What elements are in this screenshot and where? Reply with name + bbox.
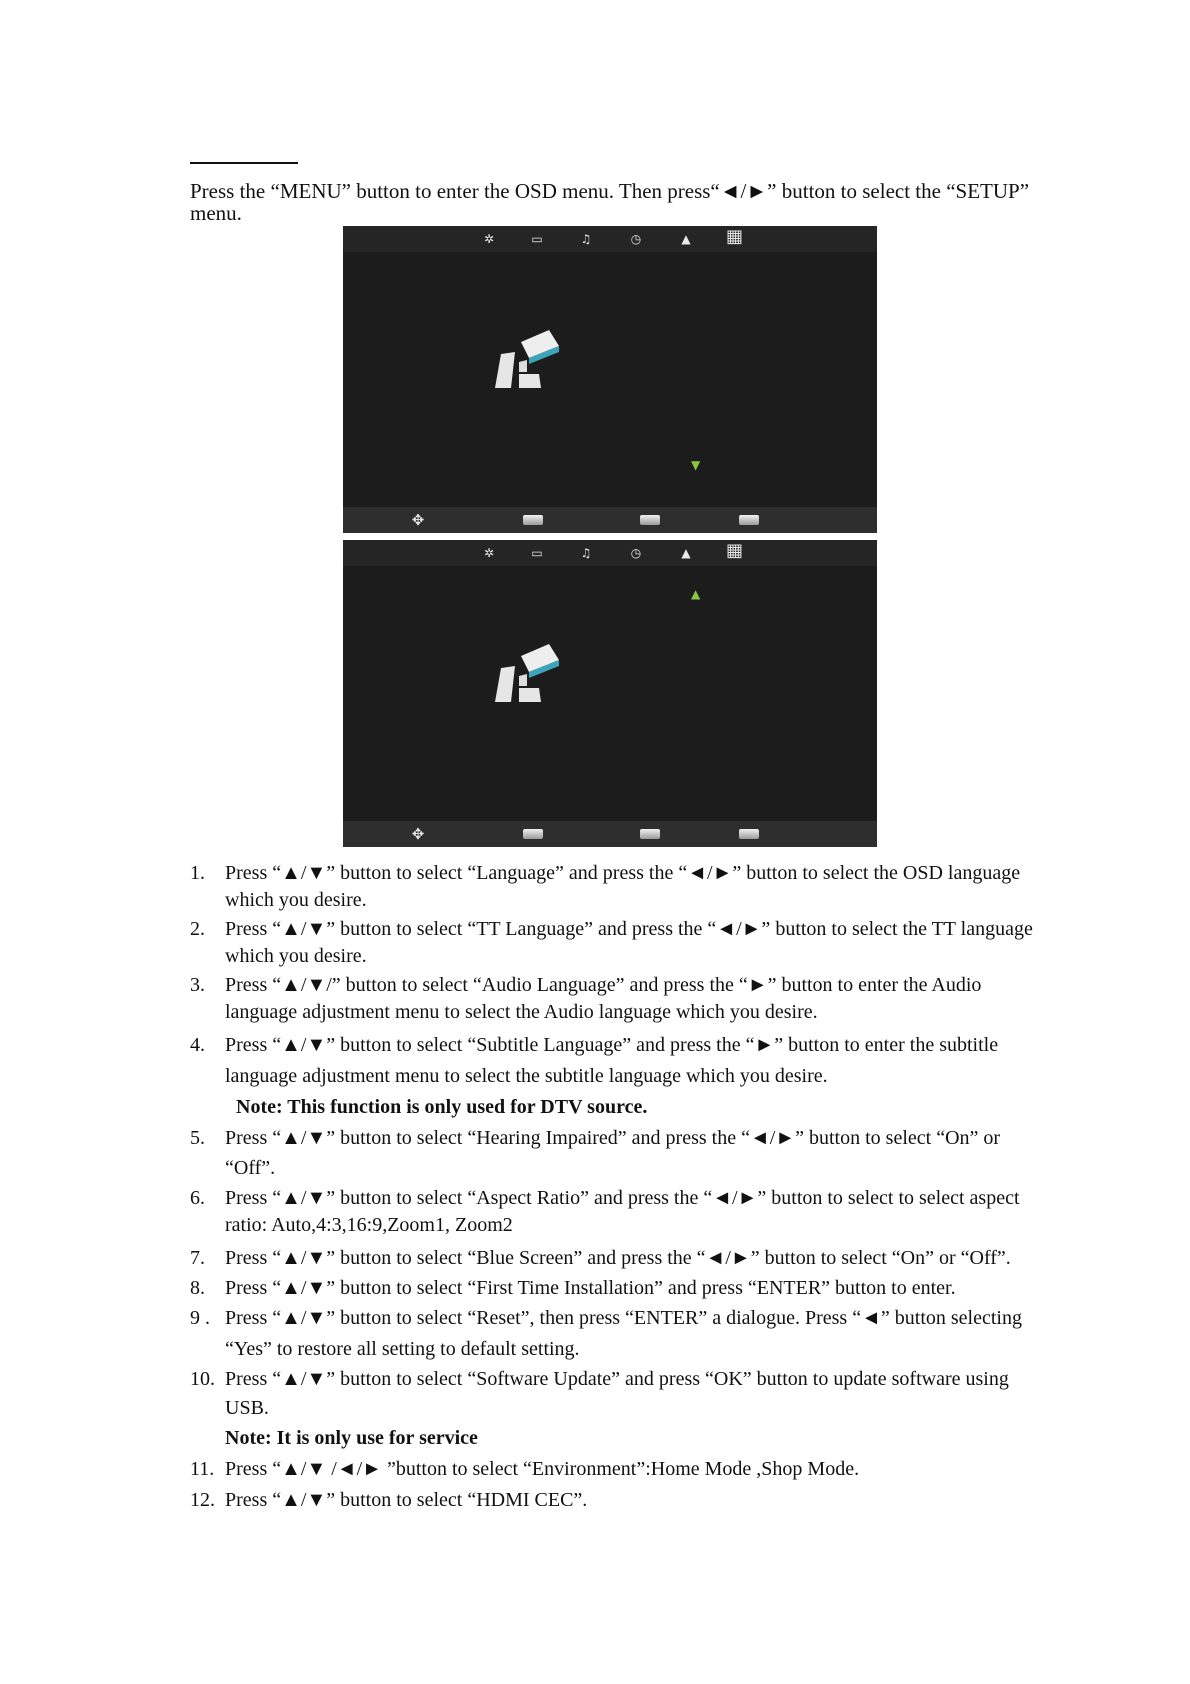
osd-hint-bar xyxy=(343,821,877,847)
step-text: Press “▲/▼” button to select “First Time Installation” and press “ENTER” button to enter. xyxy=(225,1277,956,1299)
step-number: 1. xyxy=(190,862,205,884)
step-text: Press “▲/▼” button to select “HDMI CEC”. xyxy=(225,1489,588,1511)
step-text: Press “▲/▼” button to select “Hearing Impaired” and press the “◄/►” button to select “On” or “Off”. xyxy=(225,1127,1001,1179)
note-service-only: Note: It is only use for service xyxy=(225,1427,478,1449)
step-number: 10. xyxy=(190,1368,215,1390)
setup-instructions-list xyxy=(190,860,1050,1516)
step-number: 6. xyxy=(190,1187,205,1209)
step-number: 12. xyxy=(190,1489,215,1511)
monitor-icon: ▭ xyxy=(531,232,543,246)
list-item xyxy=(190,916,1050,970)
step-text: Press “▲/▼” button to select “Subtitle Language” and press the “►” button to enter the subtitle language adjustment menu to select the subtitle language which you desire. xyxy=(225,1034,999,1087)
step-number: 5. xyxy=(190,1127,205,1149)
key-button-icon xyxy=(523,515,543,525)
list-item xyxy=(190,1030,1050,1092)
step-number: 2. xyxy=(190,918,205,940)
gear-icon: ✲ xyxy=(483,232,495,246)
step-number: 7. xyxy=(190,1247,205,1269)
step-text: Press “▲/▼” button to select “TT Language” and press the “◄/►” button to select the TT language which you desire. xyxy=(225,918,1033,967)
navigate-arrows-icon: ✥ xyxy=(411,825,425,843)
music-note-icon: ♫ xyxy=(580,232,592,246)
step-text: Press “▲/▼” button to select “Aspect Ratio” and press the “◄/►” button to select to select aspect ratio: Auto,4:3,16:9,Zoom1, Zoom2 xyxy=(225,1187,1020,1236)
key-button-icon xyxy=(523,829,543,839)
gear-icon: ✲ xyxy=(483,546,495,560)
osd-hint-bar xyxy=(343,507,877,533)
intro-paragraph: Press the “MENU” button to enter the OSD menu. Then press“◄/►” button to select the “SETUP” menu. xyxy=(190,179,1030,225)
osd-menu-tab-bar xyxy=(343,226,877,252)
music-note-icon: ♫ xyxy=(580,546,592,560)
key-button-icon xyxy=(640,829,660,839)
list-item xyxy=(190,972,1050,1026)
clock-icon: ◷ xyxy=(630,546,642,560)
step-text: Press “▲/▼” button to select “Blue Screen” and press the “◄/►” button to select “On” or “Off”. xyxy=(225,1247,1011,1269)
list-item xyxy=(190,1185,1050,1239)
section-heading-rule xyxy=(190,162,298,164)
key-button-icon xyxy=(640,515,660,525)
list-item xyxy=(190,860,1050,914)
osd-menu-tab-bar xyxy=(343,540,877,566)
step-number: 9 . xyxy=(190,1307,210,1329)
list-item xyxy=(190,1365,1050,1423)
step-text: Press “▲/▼” button to select “Language” and press the “◄/►” button to select the OSD language which you desire. xyxy=(225,862,1021,911)
step-text: Press “▲/▼/” button to select “Audio Language” and press the “►” button to enter the Audio language adjustment menu to select the Audio language which you desire. xyxy=(225,974,982,1023)
clock-icon: ◷ xyxy=(630,232,642,246)
setup-logo-icon xyxy=(493,328,559,392)
step-text: Press “▲/▼ /◄/► ”button to select “Environment”:Home Mode ,Shop Mode. xyxy=(225,1458,860,1480)
list-item xyxy=(190,1303,1050,1365)
list-item xyxy=(190,1454,1050,1485)
step-number: 3. xyxy=(190,974,205,996)
step-text: Press “▲/▼” button to select “Reset”, then press “ENTER” a dialogue. Press “◄” button selecting “Yes” to restore all setting to default setting. xyxy=(225,1307,1022,1360)
key-button-icon xyxy=(739,829,759,839)
scroll-down-arrow-icon: ▼ xyxy=(691,458,701,472)
osd-setup-screen-1 xyxy=(343,226,877,533)
osd-setup-screen-2 xyxy=(343,540,877,847)
step-number: 11. xyxy=(190,1458,215,1480)
setup-logo-icon xyxy=(493,642,559,706)
list-item xyxy=(190,1243,1050,1273)
lock-icon: ▲ xyxy=(681,546,691,560)
list-item xyxy=(190,1273,1050,1303)
list-item xyxy=(190,1123,1050,1183)
step-number: 8. xyxy=(190,1277,205,1299)
step-text: Press “▲/▼” button to select “Software Update” and press “OK” button to update software using USB. xyxy=(225,1368,1009,1419)
step-number: 4. xyxy=(190,1034,205,1056)
list-item xyxy=(190,1485,1050,1516)
scroll-up-arrow-icon: ▲ xyxy=(691,587,701,601)
note-dtv-only: Note: This function is only used for DTV source. xyxy=(236,1096,648,1118)
monitor-icon: ▭ xyxy=(531,546,543,560)
lock-icon: ▲ xyxy=(681,232,691,246)
key-button-icon xyxy=(739,515,759,525)
grid-icon: ▦ xyxy=(726,540,744,561)
grid-icon: ▦ xyxy=(726,226,744,247)
navigate-arrows-icon: ✥ xyxy=(411,511,425,529)
